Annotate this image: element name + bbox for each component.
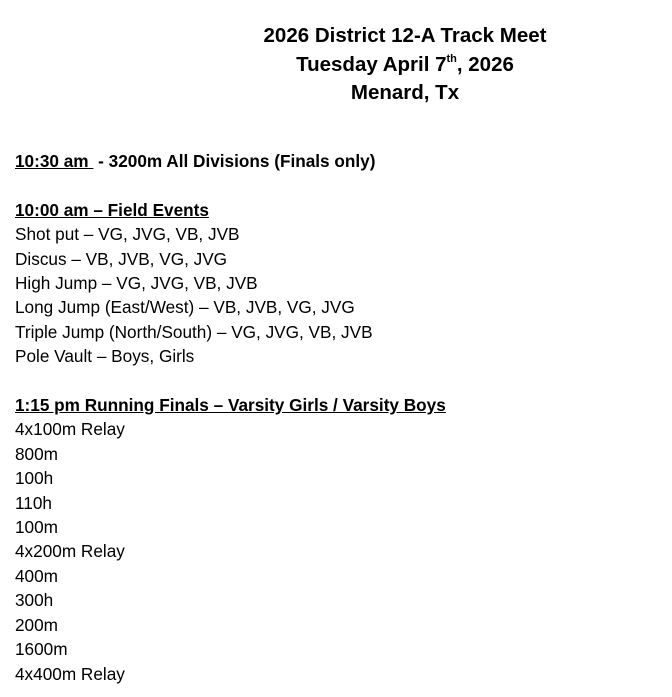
field-event-item: Triple Jump (North/South) – VG, JVG, VB, JVB — [15, 321, 373, 342]
schedule-body — [15, 149, 655, 686]
running-event-item: 100m — [15, 517, 58, 538]
field-events-list — [15, 222, 655, 368]
meet-title: 2026 District 12-A Track Meet — [263, 24, 547, 47]
running-event-item: 1600m — [15, 639, 68, 660]
spacer — [15, 369, 655, 393]
running-event-item: 4x200m Relay — [15, 541, 125, 562]
running-event-item: 4x400m Relay — [15, 663, 125, 684]
first-event-time: 10:30 am — [15, 151, 89, 171]
first-event-description: - 3200m All Divisions (Finals only) — [98, 151, 376, 171]
first-event-line — [15, 149, 655, 173]
running-event-item: 200m — [15, 614, 58, 635]
running-event-item: 4x100m Relay — [15, 419, 125, 440]
field-event-item: Long Jump (East/West) – VB, JVB, VG, JVG — [15, 297, 355, 318]
meet-date-prefix: Tuesday April 7 — [296, 52, 447, 76]
field-event-item: Discus – VB, JVB, VG, JVG — [15, 248, 228, 269]
running-event-item: 110h — [15, 492, 52, 513]
running-event-item: 300h — [15, 590, 54, 611]
running-event-item: 800m — [15, 443, 58, 464]
field-events-heading: 10:00 am – Field Events — [15, 199, 209, 220]
running-event-item: 100h — [15, 468, 54, 489]
meet-date-year: , 2026 — [456, 52, 514, 76]
spacer — [15, 173, 655, 197]
field-event-item: High Jump – VG, JVG, VB, JVB — [15, 273, 258, 294]
running-finals-heading: 1:15 pm Running Finals – Varsity Girls / Varsity Boys — [15, 395, 446, 416]
meet-date-ordinal: th — [446, 52, 457, 65]
meet-location: Menard, Tx — [350, 81, 460, 104]
document-header — [138, 22, 672, 108]
field-event-item: Shot put – VG, JVG, VB, JVB — [15, 224, 240, 245]
running-events-list — [15, 417, 655, 685]
meet-date — [138, 51, 672, 80]
running-event-item: 400m — [15, 565, 58, 586]
field-event-item: Pole Vault – Boys, Girls — [15, 346, 195, 367]
